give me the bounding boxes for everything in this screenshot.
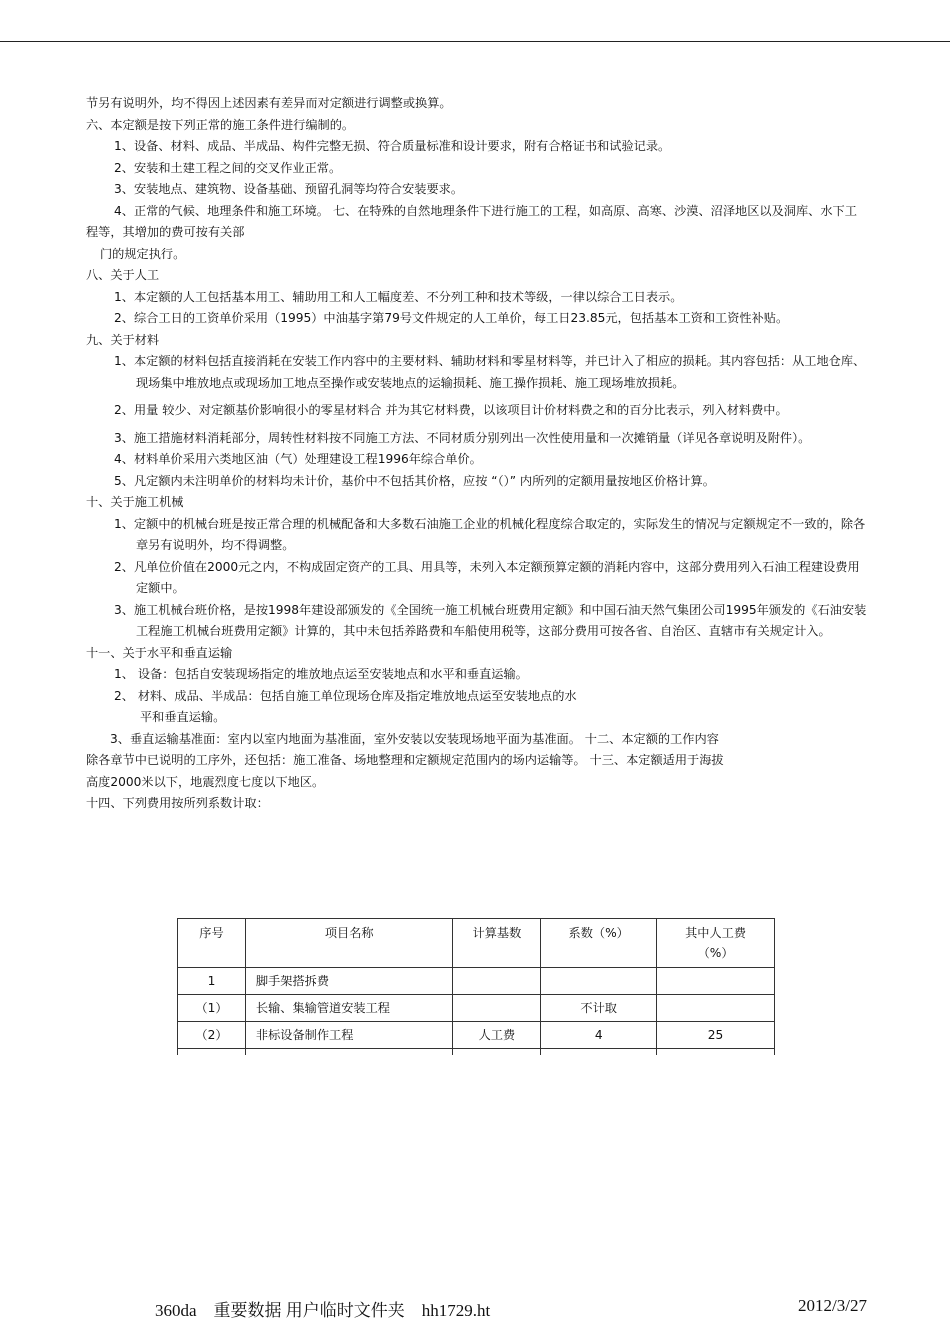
table-cell: 人工费 bbox=[453, 1022, 541, 1049]
section-heading: 六、本定额是按下列正常的施工条件进行编制的。 bbox=[86, 117, 355, 132]
list-item: 3、垂直运输基准面：室内以室内地面为基准面，室外安装以安装现场地平面为基准面。 十二、本定额的工作内容 bbox=[110, 731, 719, 746]
list-item: 3、施工措施材料消耗部分，周转性材料按不同施工方法、不同材质分别列出一次性使用量和一次摊销量（详见各章说明及附件）。 bbox=[114, 430, 811, 445]
table-cell bbox=[541, 1049, 657, 1056]
paragraph: 高度2000米以下，地震烈度七度以下地区。 bbox=[86, 774, 325, 789]
list-item: 1、 设备：包括自安装现场指定的堆放地点运至安装地点和水平和垂直运输。 bbox=[114, 667, 528, 681]
table-cell: 1 bbox=[178, 968, 246, 995]
table-cell bbox=[453, 1049, 541, 1056]
header-rule bbox=[0, 41, 950, 42]
table-cell: 长输、集输管道安装工程 bbox=[245, 995, 453, 1022]
table-cell: （1） bbox=[178, 995, 246, 1022]
table-cell: 4 bbox=[541, 1022, 657, 1049]
table-cell bbox=[178, 1049, 246, 1056]
table-cell bbox=[453, 995, 541, 1022]
table-cell: 脚手架搭拆费 bbox=[245, 968, 453, 995]
section-heading: 十一、关于水平和垂直运输 bbox=[86, 645, 233, 660]
list-item: 2、 材料、成品、半成品：包括自施工单位现场仓库及指定堆放地点运至安装地点的水 bbox=[114, 688, 577, 703]
table-header-cell: 系数（%） bbox=[541, 919, 657, 968]
table-cell: 非标设备制作工程 bbox=[245, 1022, 453, 1049]
table-row bbox=[178, 995, 775, 1022]
table-cell bbox=[657, 1049, 775, 1056]
table-cell: 25 bbox=[657, 1022, 775, 1049]
list-item: 3、安装地点、建筑物、设备基础、预留孔洞等均符合安装要求。 bbox=[114, 182, 464, 196]
table-row bbox=[178, 968, 775, 995]
coefficient-table bbox=[177, 918, 775, 1055]
footer-date: 2012/3/27 bbox=[798, 1296, 867, 1315]
list-item: 2、用量 较少、对定额基价影响很小的零星材料合 并为其它材料费，以该项目计价材料费之和的百分比表示，列入材料费中。 bbox=[114, 403, 788, 417]
table-row bbox=[178, 1049, 775, 1056]
table-cell: 不计取 bbox=[541, 995, 657, 1022]
list-item: 2、综合工日的工资单价采用（1995）中油基字第79号文件规定的人工单价，每工日23.85元，包括基本工资和工资性补贴。 bbox=[114, 311, 789, 325]
list-item: 4、正常的气候、地理条件和施工环境。 七、在特殊的自然地理条件下进行施工的工程，如高原、高寒、沙漠、沼泽地区以及洞库、水下工程等，其增加的费可按有关部 bbox=[86, 203, 857, 239]
table-cell: （2） bbox=[178, 1022, 246, 1049]
list-item: 1、本定额的材料包括直接消耗在安装工作内容中的主要材料、辅助材料和零星材料等，并已计入了相应的损耗。其内容包括：从工地仓库、现场集中堆放地点或现场加工地点至操作或安装地点的运输损耗、施工操作损耗、施工现场堆放损耗。 bbox=[114, 354, 866, 390]
table-header-cell: 其中人工费（%） bbox=[657, 919, 775, 968]
section-heading: 九、关于材料 bbox=[86, 332, 160, 347]
list-item: 2、凡单位价值在2000元之内，不构成固定资产的工具、用具等，未列入本定额预算定额的消耗内容中，这部分费用列入石油工程建设费用定额中。 bbox=[114, 559, 860, 595]
table-cell bbox=[657, 968, 775, 995]
list-item: 1、定额中的机械台班是按正常合理的机械配备和大多数石油施工企业的机械化程度综合取定的，实际发生的情况与定额规定不一致的，除各章另有说明外，均不得调整。 bbox=[114, 516, 866, 552]
table-row bbox=[178, 1022, 775, 1049]
table-header-row bbox=[178, 919, 775, 968]
section-heading: 八、关于人工 bbox=[86, 268, 160, 282]
table-cell bbox=[453, 968, 541, 995]
table-cell bbox=[657, 995, 775, 1022]
paragraph: 节另有说明外，均不得因上述因素有差异而对定额进行调整或换算。 bbox=[86, 96, 452, 110]
page-footer bbox=[155, 1296, 867, 1321]
table-cell bbox=[245, 1049, 453, 1056]
table-cell bbox=[541, 968, 657, 995]
list-item: 2、安装和土建工程之间的交叉作业正常。 bbox=[114, 160, 342, 175]
section-heading: 十四、下列费用按所列系数计取： bbox=[86, 796, 269, 810]
section-heading: 十、关于施工机械 bbox=[86, 495, 184, 509]
table-header-cell: 序号 bbox=[178, 919, 246, 968]
paragraph: 除各章节中已说明的工序外，还包括：施工准备、场地整理和定额规定范围内的场内运输等。 十三、本定额适用于海拔 bbox=[86, 753, 724, 767]
list-item: 5、凡定额内未注明单价的材料均未计价，基价中不包括其价格，应按 “（）” 内所列的定额用量按地区价格计算。 bbox=[114, 473, 715, 488]
paragraph: 门的规定执行。 bbox=[100, 246, 186, 261]
list-item: 4、材料单价采用六类地区油（气）处理建设工程1996年综合单价。 bbox=[114, 452, 482, 466]
footer-path: 360da 重要数据 用户临时文件夹 hh1729.ht bbox=[155, 1301, 491, 1320]
paragraph: 平和垂直运输。 bbox=[140, 710, 226, 724]
list-item: 3、施工机械台班价格，是按1998年建设部颁发的《全国统一施工机械台班费用定额》和中国石油天然气集团公司1995年颁发的《石油安装工程施工机械台班费用定额》计算的，其中未包括养路费和车船使用税等，这部分费用可按各省、自治区、直辖市有关规定计入。 bbox=[114, 602, 867, 638]
document-body bbox=[86, 93, 868, 815]
list-item: 1、本定额的人工包括基本用工、辅助用工和人工幅度差、不分列工种和技术等级，一律以综合工日表示。 bbox=[114, 289, 683, 304]
table-header-cell: 项目名称 bbox=[245, 919, 453, 968]
list-item: 1、设备、材料、成品、半成品、构件完整无损、符合质量标准和设计要求，附有合格证书和试验记录。 bbox=[114, 139, 671, 153]
table-header-cell: 计算基数 bbox=[453, 919, 541, 968]
